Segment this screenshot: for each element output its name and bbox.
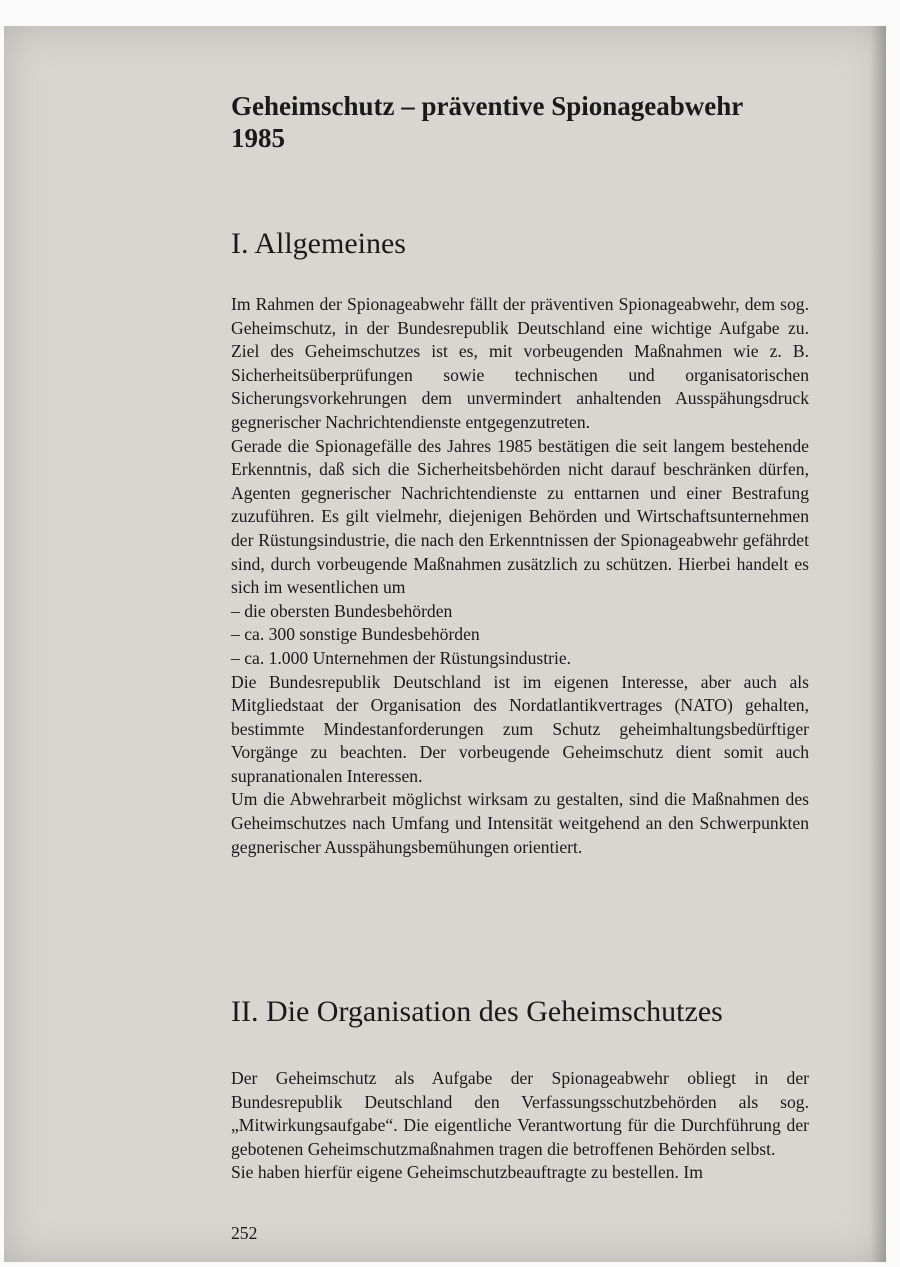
section-heading-allgemeines: I. Allgemeines: [231, 227, 406, 260]
paragraph: Die Bundesrepublik Deutschland ist im eigenen Interesse, aber auch als Mitgliedstaat der Organisation des Nordatlantikvertrages (NATO) gehalten, bestimmte Mindestanforderungen zum Schutz geheimhaltungsbedürftiger Vorgänge zu beachten. Der vorbeugende Geheimschutz dient somit auch supranationalen Interessen.: [231, 671, 809, 786]
list-item: – ca. 300 sonstige Bundesbehörden: [231, 624, 480, 645]
paragraph: Gerade die Spionagefälle des Jahres 1985 bestätigen die seit langem bestehende Erkenntnis, daß sich die Sicherheitsbehörden nicht darauf beschränken dürfen, Agenten gegnerischer Nachrichtendienste zu enttarnen und einer Bestrafung zuzuführen. Es gilt vielmehr, diejenigen Behörden und Wirtschaftsunternehmen der Rüstungsindustrie, die nach den Erkenntnissen der Spionageabwehr gefährdet sind, durch vorbeugende Maßnahmen zusätzlich zu schützen. Hierbei handelt es sich im wesentlichen um: [231, 435, 809, 598]
paragraph: Im Rahmen der Spionageabwehr fällt der präventiven Spionageabwehr, dem sog. Geheimschutz, in der Bundesrepublik Deutschland eine wichtige Aufgabe zu. Ziel des Geheimschutzes ist es, mit vorbeugenden Maßnahmen wie z. B. Sicherheitsüberprüfungen sowie technischen und organisatorischen Sicherungsvorkehrungen dem unvermindert anhaltenden Ausspähungsdruck gegnerischer Nachrichtendienste entgegenzutreten.: [231, 294, 809, 432]
paragraph: Um die Abwehrarbeit möglichst wirksam zu gestalten, sind die Maßnahmen des Geheimschutzes nach Umfang und Intensität weitgehend an den Schwerpunkten gegnerischer Ausspähungsbemühungen orientiert.: [231, 789, 809, 857]
title-line-1: Geheimschutz – präventive Spionageabwehr: [231, 91, 744, 121]
paragraph: Sie haben hierfür eigene Geheimschutzbeauftragte zu bestellen. Im: [231, 1162, 703, 1183]
list-item: – ca. 1.000 Unternehmen der Rüstungsindustrie.: [231, 647, 572, 668]
document-title: [231, 90, 809, 154]
section-body-allgemeines: [231, 293, 809, 859]
page-edge-shadow: [870, 26, 886, 1262]
paragraph: Der Geheimschutz als Aufgabe der Spionageabwehr obliegt in der Bundesrepublik Deutschland den Verfassungsschutzbehörden als sog. „Mitwirkungsaufgabe“. Die eigentliche Verantwortung für die Durchführung der gebotenen Geheimschutzmaßnahmen tragen die betroffenen Behörden selbst.: [231, 1068, 809, 1159]
page-number: 252: [231, 1223, 258, 1243]
list-item: – die obersten Bundesbehörden: [231, 600, 453, 621]
document-page: [4, 26, 886, 1262]
title-line-2: 1985: [231, 123, 285, 153]
section-heading-organisation: II. Die Organisation des Geheimschutzes: [231, 995, 723, 1028]
section-body-organisation: [231, 1067, 809, 1185]
